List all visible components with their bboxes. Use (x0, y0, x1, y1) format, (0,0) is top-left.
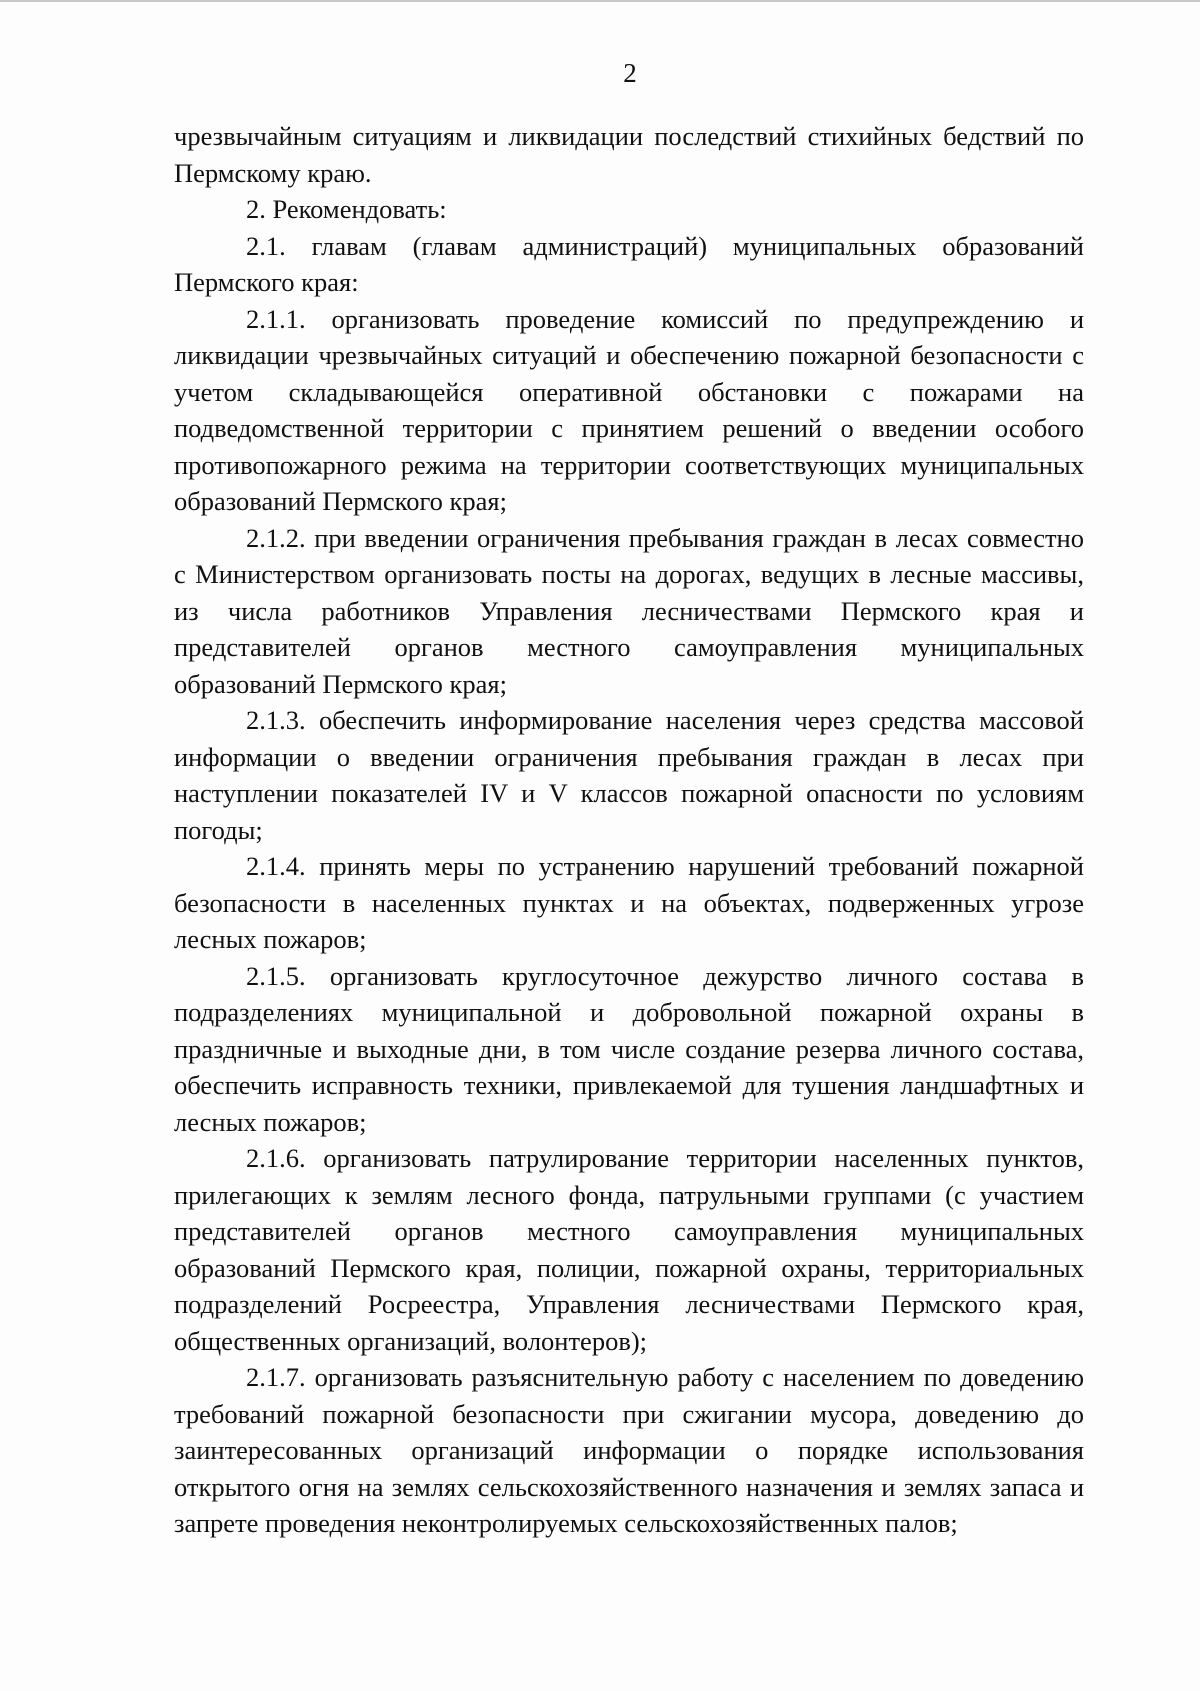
paragraph-2-1: 2.1. главам (главам администраций) муниципальных образований Пермского края: (174, 230, 1084, 297)
scan-edge-line (0, 0, 1200, 2)
paragraph-2-1-7: 2.1.7. организовать разъяснительную работу с населением по доведению требований пожарной безопасности при сжигании мусора, доведению до заинтересованных организаций информации о порядке использования открытого огня на землях сельскохозяйственного назначения и землях запаса и запрете проведения неконтролируемых сельскохозяйственных палов; (174, 1362, 1084, 1538)
paragraph-2-1-5: 2.1.5. организовать круглосуточное дежурство личного состава в подразделениях муниципальной и добровольной пожарной охраны в праздничные и выходные дни, в том числе создание резерва личного состава, обеспечить исправность техники, привлекаемой для тушения ландшафтных и лесных пожаров; (174, 960, 1084, 1137)
page-number: 2 (623, 58, 637, 88)
paragraph-continuation: чрезвычайным ситуациям и ликвидации последствий стихийных бедствий по Пермскому краю. (174, 121, 1084, 188)
paragraph-2-1-3: 2.1.3. обеспечить информирование населения через средства массовой информации о введении ограничения пребывания граждан в лесах при наступлении показателей IV и V классов пожарной опасности по условиям погоды; (174, 705, 1084, 845)
paragraph-2-1-4: 2.1.4. принять меры по устранению нарушений требований пожарной безопасности в населенных пунктах и на объектах, подверженных угрозе лесных пожаров; (174, 851, 1084, 954)
document-body (174, 118, 1084, 1542)
paragraph-2-1-1: 2.1.1. организовать проведение комиссий по предупреждению и ликвидации чрезвычайных ситуаций и обеспечению пожарной безопасности с учетом складывающейся оперативной обстановки с пожарами на подведомственной территории с принятием решений о введении особого противопожарного режима на территории соответствующих муниципальных образований Пермского края; (174, 303, 1084, 516)
paragraph-2-1-2: 2.1.2. при введении ограничения пребывания граждан в лесах совместно с Министерством организовать посты на дорогах, ведущих в лесные массивы, из числа работников Управления лесничествами Пермского края и представителей органов местного самоуправления муниципальных образований Пермского края; (174, 522, 1084, 699)
paragraph-2-1-6: 2.1.6. организовать патрулирование территории населенных пунктов, прилегающих к землям лесного фонда, патрульными группами (с участием представителей органов местного самоуправления муниципальных образований Пермского края, полиции, пожарной охраны, территориальных подразделений Росреестра, Управления лесничествами Пермского края, общественных организаций, волонтеров); (174, 1143, 1084, 1356)
paragraph-2: 2. Рекомендовать: (246, 194, 447, 224)
